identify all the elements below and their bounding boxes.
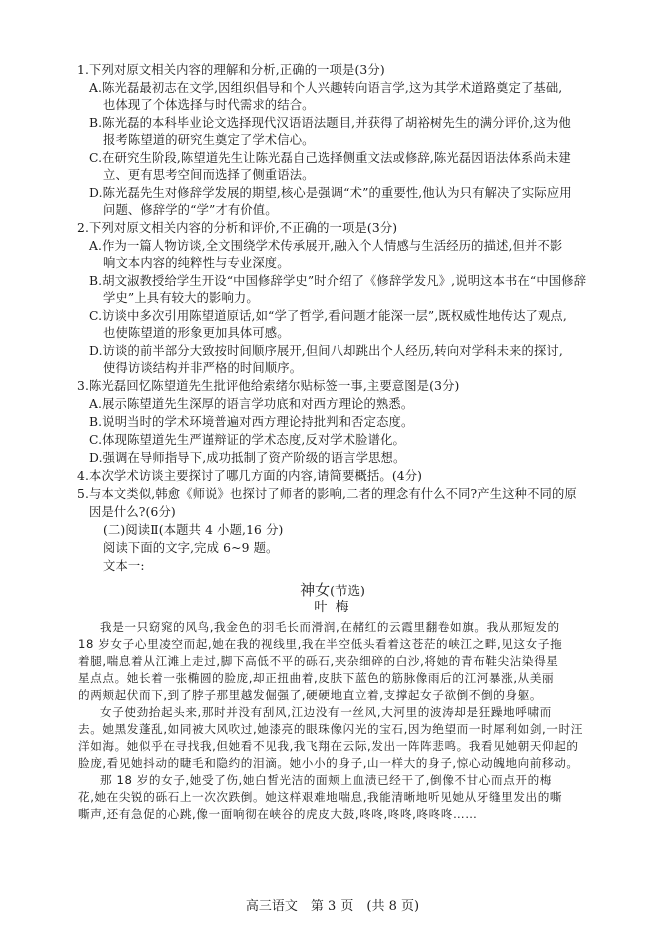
article-title xyxy=(0,581,665,600)
question-1-option-c-cont: 立、更有思考空间而选择了侧重语法。 xyxy=(103,168,315,182)
paragraph-2-line-2: 去。她黑发蓬乱,如同被大风吹过,她漆亮的眼珠像闪光的宝石,因为绝望而一时犀利如剑,一时汪 xyxy=(78,722,583,736)
article-author: 叶 梅 xyxy=(314,600,351,615)
question-5-stem: 5.与本文类似,韩愈《师说》也探讨了师者的影响,二者的理念有什么不同?产生这种不同的原 xyxy=(77,487,577,501)
question-1-option-d: D.陈光磊先生对修辞学发展的期望,核心是强调“术”的重要性,他认为只有解决了实际应用 xyxy=(89,186,572,200)
paragraph-1-line-5: 的两颊起伏而下,到了脖子那里越发倔强了,硬硬地直立着,支撑起女子欲倒不倒的身躯。 xyxy=(78,688,543,702)
paragraph-1-line-3: 着腿,喘息着从江滩上走过,脚下高低不平的砾石,夹杂细碎的白沙,将她的青布鞋尖沾染得星 xyxy=(78,654,559,668)
question-1-option-c: C.在研究生阶段,陈望道先生让陈光磊自己选择侧重文法或修辞,陈光磊因语法体系尚未建 xyxy=(89,151,571,165)
question-3-option-d: D.强调在导师指导下,成功抵制了资产阶级的语言学思想。 xyxy=(89,451,406,465)
paragraph-2-line-1: 女子使劲抬起头来,那时并没有刮风,江边没有一丝风,大河里的波涛却是狂躁地呼啸而 xyxy=(100,705,552,719)
question-2-option-d: D.访谈的前半部分大致按时间顺序展开,但间八却跳出个人经历,转向对学科未来的探讨, xyxy=(89,344,563,358)
paragraph-3-line-2: 花,她在尖锐的砾石上一次次跌倒。她这样艰难地喘息,我能清晰地听见她从牙缝里发出的嘶 xyxy=(78,790,563,804)
section-instruction: 阅读下面的文字,完成 6~9 题。 xyxy=(103,541,279,555)
question-1-option-b-cont: 报考陈望道的研究生奠定了学术信心。 xyxy=(103,133,315,147)
paragraph-3-line-3: 嘶声,还有急促的心跳,像一面响彻在峡谷的虎皮大鼓,咚咚,咚咚,咚咚咚…… xyxy=(78,807,478,821)
question-2-stem: 2.下列对原文相关内容的分析和评价,不正确的一项是(3分) xyxy=(77,221,398,235)
paragraph-2-line-3: 洋如海。她似乎在寻找我,但她看不见我,我飞翔在云际,发出一阵阵悲鸣。我看见她朝天仰起的 xyxy=(78,739,579,753)
question-3-option-a: A.展示陈望道先生深厚的语言学功底和对西方理论的熟悉。 xyxy=(89,397,414,411)
paragraph-1-line-4: 星点点。她长着一张椭圆的脸庞,却正扭曲着,皮肤下蓝色的筋脉像雨后的江河暴涨,从美丽 xyxy=(78,671,555,685)
question-2-option-b-cont: 学史”上具有较大的影响力。 xyxy=(103,291,259,305)
question-2-option-d-cont: 使得访谈结构并非严格的时间顺序。 xyxy=(103,361,303,375)
article-title-suffix: (节选) xyxy=(330,583,365,598)
question-2-option-a: A.作为一篇人物访谈,全文围绕学术传承展开,融入个人情感与生活经历的描述,但并不影 xyxy=(89,239,563,253)
text-one-label: 文本一: xyxy=(103,559,145,573)
paragraph-1-line-1: 我是一只窈窕的风鸟,我金色的羽毛长而滑润,在赭红的云霞里翻卷如旗。我从那短发的 xyxy=(100,620,560,634)
question-3-stem: 3.陈光磊回忆陈望道先生批评他给索绪尔贴标签一事,主要意图是(3分) xyxy=(77,379,460,393)
question-4-stem: 4.本次学术访谈主要探讨了哪几方面的内容,请简要概括。(4分) xyxy=(77,469,423,483)
question-3-option-c: C.体现陈望道先生严谨辩证的学术态度,反对学术脸谱化。 xyxy=(89,433,405,447)
question-5-stem-cont: 因是什么?(6分) xyxy=(89,505,176,519)
paragraph-3-line-1: 那 18 岁的女子,她受了伤,她白皙光洁的面颊上血渍已经干了,倒像不甘心而点开的梅 xyxy=(100,773,552,787)
question-1-option-d-cont: 问题、修辞学的“学”才有价值。 xyxy=(103,203,278,217)
page-footer: 高三语文 第 3 页 (共 8 页) xyxy=(245,899,420,914)
paragraph-2-line-4: 脸庞,看见她抖动的睫毛和隐约的泪滴。她小小的身子,山一样大的身子,惊心动魄地向前移动。 xyxy=(78,756,579,770)
question-3-option-b: B.说明当时的学术环境普遍对西方理论持批判和否定态度。 xyxy=(89,415,414,429)
paragraph-1-line-2: 18 岁女子心里凌空而起,她在我的视线里,我在半空低头看着这苍茫的峡江之畔,见这女子拖 xyxy=(78,637,563,651)
section-heading: (二)阅读Ⅱ(本题共 4 小题,16 分) xyxy=(103,523,284,537)
question-2-option-a-cont: 响文本内容的纯粹性与专业深度。 xyxy=(103,256,290,270)
question-2-option-c: C.访谈中多次引用陈望道原话,如“学了哲学,看问题才能深一层”,既权威性地传达了观点, xyxy=(89,309,567,323)
question-2-option-b: B.胡文淑教授给学生开设“中国修辞学史”时介绍了《修辞学发凡》,说明这本书在“中国修辞 xyxy=(89,274,587,288)
question-2-option-c-cont: 也使陈望道的形象更加具体可感。 xyxy=(103,326,290,340)
question-1-option-a: A.陈光磊最初志在文学,因组织倡导和个人兴趣转向语言学,这为其学术道路奠定了基础, xyxy=(89,81,563,95)
question-1-stem: 1.下列对原文相关内容的理解和分析,正确的一项是(3分) xyxy=(77,63,385,77)
article-title-main: 神女 xyxy=(300,581,331,599)
question-1-option-b: B.陈光磊的本科毕业论文选择现代汉语语法题目,并获得了胡裕树先生的满分评价,这为他 xyxy=(89,116,571,130)
question-1-option-a-cont: 也体现了个体选择与时代需求的结合。 xyxy=(103,98,315,112)
